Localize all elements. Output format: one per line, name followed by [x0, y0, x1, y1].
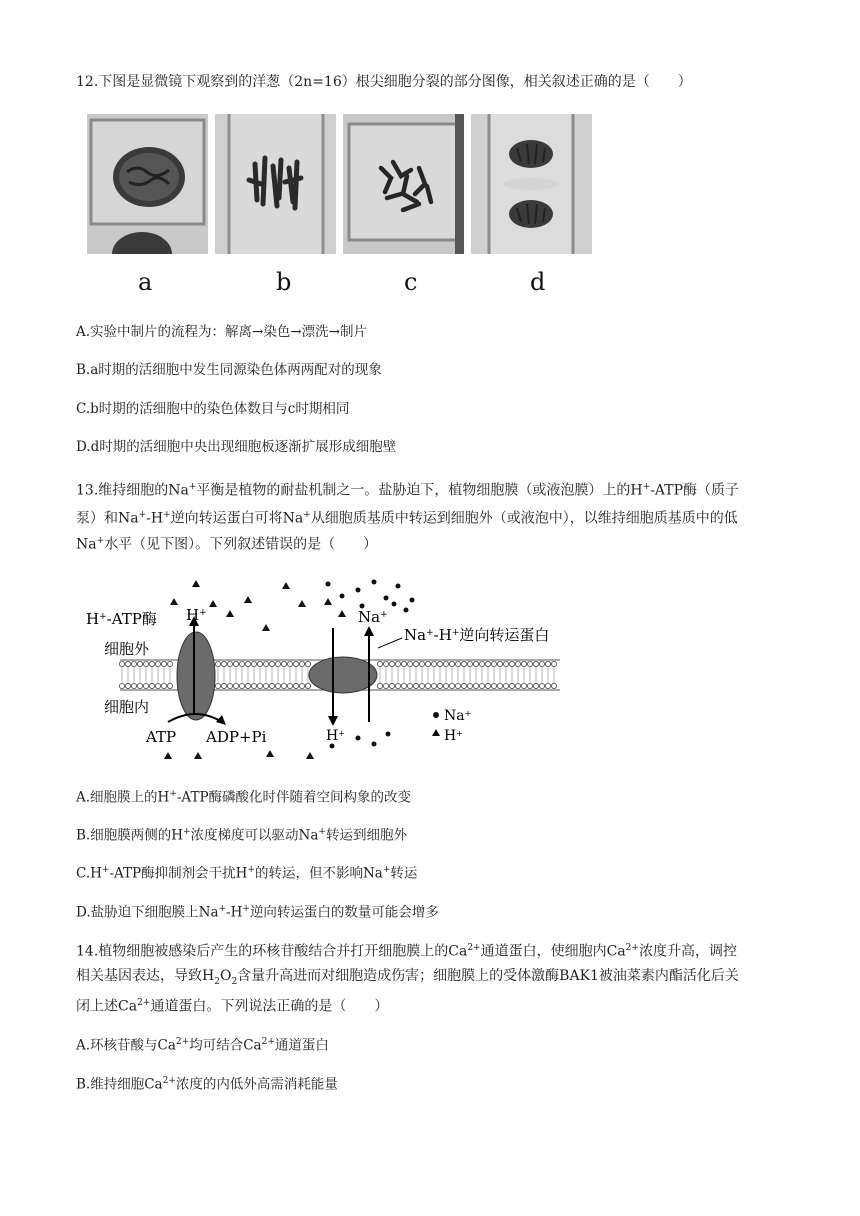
- q14-option-b: B.维持细胞$Ca^{2+}$浓度的内低外高需消耗能量: [76, 1076, 338, 1093]
- q13-option-d: D.盐胁迫下细胞膜上Na+-H+逆向转运蛋白的数量可能会增多: [76, 904, 439, 921]
- micrograph-a: [87, 114, 208, 254]
- q14-stem-line2: 相关基因表达，导致$H_2O_2$含量升高进而对细胞造成伤害；细胞膜上的受体激酶BAK1被油菜素内酯活化后关: [76, 968, 739, 987]
- q13-stem-line3: Na+水平（见下图）。下列叙述错误的是（ ）: [76, 536, 378, 553]
- micrograph-b: [215, 114, 336, 254]
- micrograph-c: [343, 114, 464, 254]
- h-up-label: H+: [186, 606, 207, 624]
- legend-h-triangle: [432, 729, 440, 736]
- figure-label-a: a: [138, 268, 153, 296]
- inside-label: 细胞内: [104, 698, 150, 716]
- h-down-label: H+: [326, 728, 345, 744]
- q12-stem: 12.下图是显微镜下观察到的洋葱（2n=16）根尖细胞分裂的部分图像，相关叙述正确的是（ ）: [76, 74, 692, 90]
- na-h-antiporter-protein: [309, 657, 377, 693]
- q13-stem-line1: 13.维持细胞的Na+平衡是植物的耐盐机制之一。盐胁迫下，植物细胞膜（或液泡膜）上的H+-ATP酶（质子: [76, 482, 740, 499]
- q13-option-b: B.细胞膜两侧的H+浓度梯度可以驱动Na+转运到细胞外: [76, 827, 407, 844]
- q12-option-c: C.b时期的活细胞中的染色体数目与c时期相同: [76, 401, 350, 417]
- h-atpase-label: H+-ATP酶: [86, 610, 157, 628]
- q14-stem-line3: 闭上述$Ca^{2+}$通道蛋白。下列说法正确的是（ ）: [76, 998, 389, 1015]
- figure-label-c: c: [404, 268, 418, 296]
- antiporter-label: Na+-H+逆向转运蛋白: [404, 626, 550, 644]
- q14-option-a: A.环核苷酸与$Ca^{2+}$均可结合$Ca^{2+}$通道蛋白: [76, 1037, 329, 1054]
- adp-label: ADP+Pi: [206, 728, 267, 746]
- legend-na-dot: [433, 712, 439, 718]
- q12-option-d: D.d时期的活细胞中央出现细胞板逐渐扩展形成细胞壁: [76, 439, 397, 455]
- atp-label: ATP: [146, 728, 177, 746]
- q13-stem-line2: 泵）和Na+-H+逆向转运蛋白可将Na+从细胞质基质中转运到细胞外（或液泡中），以维持细胞质基质中的低: [76, 510, 738, 527]
- q13-option-a: A.细胞膜上的H+-ATP酶磷酸化时伴随着空间构象的改变: [76, 789, 412, 806]
- q12-option-b: B.a时期的活细胞中发生同源染色体两两配对的现象: [76, 362, 382, 378]
- figure-label-d: d: [530, 268, 546, 296]
- q14-stem-line1: 14.植物细胞被感染后产生的环核苷酸结合并打开细胞膜上的$Ca^{2+}$通道蛋白，使细胞内$Ca^{2+}$浓度升高，调控: [76, 943, 737, 960]
- micrograph-d: [471, 114, 592, 254]
- q13-option-c: C.H+-ATP酶抑制剂会干扰H+的转运，但不影响Na+转运: [76, 865, 418, 882]
- legend-na-label: Na+: [444, 708, 472, 724]
- membrane-transport-diagram: [80, 572, 600, 772]
- outside-label: 细胞外: [104, 640, 150, 658]
- legend-h-label: H+: [444, 728, 463, 744]
- na-up-label: Na+: [358, 608, 388, 626]
- intracellular-ions: [164, 732, 391, 760]
- figure-label-b: b: [276, 268, 292, 296]
- q12-option-a: A.实验中制片的流程为：解离→染色→漂洗→制片: [76, 324, 367, 340]
- h-atpase-protein: [177, 632, 215, 720]
